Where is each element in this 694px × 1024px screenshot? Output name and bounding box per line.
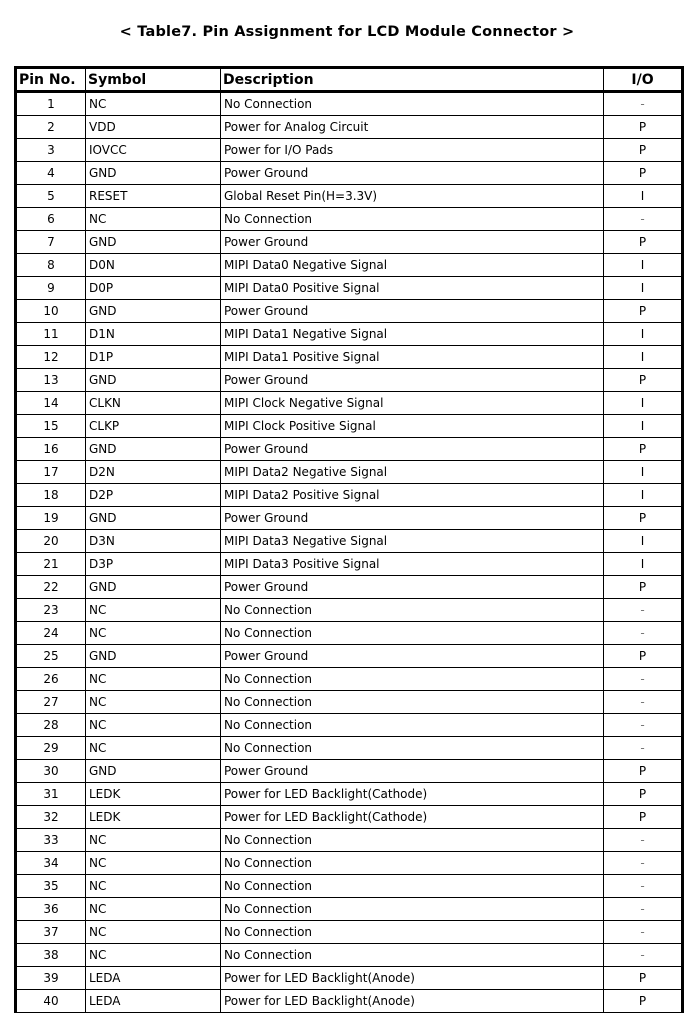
table-row xyxy=(16,576,683,599)
pin-number-cell: 34 xyxy=(16,852,86,875)
symbol-cell: NC xyxy=(86,208,221,231)
pin-number-cell: 4 xyxy=(16,162,86,185)
pin-number-cell: 6 xyxy=(16,208,86,231)
table-row xyxy=(16,461,683,484)
table-row xyxy=(16,507,683,530)
symbol-cell: D1P xyxy=(86,346,221,369)
description-cell: No Connection xyxy=(221,875,604,898)
symbol-cell: D2N xyxy=(86,461,221,484)
table-row xyxy=(16,737,683,760)
description-cell: No Connection xyxy=(221,622,604,645)
table-row xyxy=(16,622,683,645)
description-cell: No Connection xyxy=(221,898,604,921)
pin-number-cell: 21 xyxy=(16,553,86,576)
symbol-cell: LEDA xyxy=(86,967,221,990)
io-cell: - xyxy=(604,622,683,645)
table-row xyxy=(16,415,683,438)
symbol-cell: NC xyxy=(86,852,221,875)
description-cell: Power Ground xyxy=(221,760,604,783)
io-cell: - xyxy=(604,921,683,944)
io-cell: I xyxy=(604,530,683,553)
pin-number-cell: 16 xyxy=(16,438,86,461)
description-cell: Power for LED Backlight(Cathode) xyxy=(221,806,604,829)
symbol-cell: CLKN xyxy=(86,392,221,415)
header-io: I/O xyxy=(604,68,683,92)
pin-number-cell: 26 xyxy=(16,668,86,691)
pin-number-cell: 7 xyxy=(16,231,86,254)
description-cell: Power Ground xyxy=(221,645,604,668)
io-cell: P xyxy=(604,162,683,185)
io-cell: P xyxy=(604,783,683,806)
description-cell: Power for LED Backlight(Cathode) xyxy=(221,783,604,806)
table-row xyxy=(16,254,683,277)
table-row xyxy=(16,92,683,116)
table-row xyxy=(16,852,683,875)
symbol-cell: NC xyxy=(86,691,221,714)
io-cell: - xyxy=(604,898,683,921)
table-row xyxy=(16,714,683,737)
table-row xyxy=(16,530,683,553)
description-cell: No Connection xyxy=(221,92,604,116)
description-cell: Power Ground xyxy=(221,300,604,323)
description-cell: Power Ground xyxy=(221,576,604,599)
pin-number-cell: 17 xyxy=(16,461,86,484)
description-cell: Power Ground xyxy=(221,162,604,185)
io-cell: P xyxy=(604,806,683,829)
description-cell: No Connection xyxy=(221,599,604,622)
io-cell: P xyxy=(604,990,683,1013)
io-cell: - xyxy=(604,944,683,967)
io-cell: P xyxy=(604,139,683,162)
symbol-cell: RESET xyxy=(86,185,221,208)
symbol-cell: LEDK xyxy=(86,783,221,806)
table-row xyxy=(16,553,683,576)
symbol-cell: D3N xyxy=(86,530,221,553)
description-cell: Power Ground xyxy=(221,369,604,392)
io-cell: P xyxy=(604,369,683,392)
description-cell: MIPI Data0 Negative Signal xyxy=(221,254,604,277)
pin-number-cell: 12 xyxy=(16,346,86,369)
io-cell: - xyxy=(604,852,683,875)
pin-rows xyxy=(16,92,683,1013)
table-title: < Table7. Pin Assignment for LCD Module Connector > xyxy=(119,24,575,40)
io-cell: - xyxy=(604,599,683,622)
table-row xyxy=(16,185,683,208)
symbol-cell: CLKP xyxy=(86,415,221,438)
description-cell: Power for LED Backlight(Anode) xyxy=(221,967,604,990)
description-cell: Power Ground xyxy=(221,231,604,254)
description-cell: MIPI Data1 Positive Signal xyxy=(221,346,604,369)
description-cell: MIPI Data2 Positive Signal xyxy=(221,484,604,507)
pin-number-cell: 11 xyxy=(16,323,86,346)
symbol-cell: LEDA xyxy=(86,990,221,1013)
table-row xyxy=(16,139,683,162)
symbol-cell: NC xyxy=(86,898,221,921)
io-cell: P xyxy=(604,116,683,139)
description-cell: No Connection xyxy=(221,921,604,944)
io-cell: I xyxy=(604,185,683,208)
description-cell: Power Ground xyxy=(221,438,604,461)
pin-number-cell: 28 xyxy=(16,714,86,737)
pin-number-cell: 5 xyxy=(16,185,86,208)
table-row xyxy=(16,898,683,921)
pin-number-cell: 24 xyxy=(16,622,86,645)
symbol-cell: NC xyxy=(86,875,221,898)
pin-number-cell: 37 xyxy=(16,921,86,944)
symbol-cell: D0P xyxy=(86,277,221,300)
symbol-cell: D3P xyxy=(86,553,221,576)
io-cell: - xyxy=(604,875,683,898)
pin-number-cell: 38 xyxy=(16,944,86,967)
io-cell: P xyxy=(604,231,683,254)
table-row xyxy=(16,208,683,231)
io-cell: I xyxy=(604,277,683,300)
symbol-cell: NC xyxy=(86,921,221,944)
io-cell: I xyxy=(604,553,683,576)
io-cell: P xyxy=(604,760,683,783)
pin-number-cell: 27 xyxy=(16,691,86,714)
pin-number-cell: 29 xyxy=(16,737,86,760)
io-cell: P xyxy=(604,507,683,530)
io-cell: I xyxy=(604,346,683,369)
pin-number-cell: 9 xyxy=(16,277,86,300)
table-row xyxy=(16,231,683,254)
io-cell: P xyxy=(604,645,683,668)
io-cell: I xyxy=(604,323,683,346)
symbol-cell: NC xyxy=(86,829,221,852)
pin-number-cell: 40 xyxy=(16,990,86,1013)
table-row xyxy=(16,645,683,668)
header-description: Description xyxy=(221,68,604,92)
pin-number-cell: 2 xyxy=(16,116,86,139)
pin-number-cell: 22 xyxy=(16,576,86,599)
io-cell: I xyxy=(604,415,683,438)
table-row xyxy=(16,346,683,369)
description-cell: No Connection xyxy=(221,737,604,760)
description-cell: MIPI Clock Positive Signal xyxy=(221,415,604,438)
pin-number-cell: 13 xyxy=(16,369,86,392)
table-row xyxy=(16,300,683,323)
description-cell: MIPI Data0 Positive Signal xyxy=(221,277,604,300)
pin-number-cell: 31 xyxy=(16,783,86,806)
pin-number-cell: 20 xyxy=(16,530,86,553)
description-cell: No Connection xyxy=(221,944,604,967)
symbol-cell: GND xyxy=(86,507,221,530)
table-row xyxy=(16,783,683,806)
symbol-cell: LEDK xyxy=(86,806,221,829)
symbol-cell: GND xyxy=(86,231,221,254)
symbol-cell: D2P xyxy=(86,484,221,507)
table-row xyxy=(16,116,683,139)
description-cell: MIPI Data2 Negative Signal xyxy=(221,461,604,484)
table-row xyxy=(16,760,683,783)
description-cell: MIPI Data3 Positive Signal xyxy=(221,553,604,576)
symbol-cell: GND xyxy=(86,760,221,783)
io-cell: P xyxy=(604,576,683,599)
table-row xyxy=(16,921,683,944)
io-cell: - xyxy=(604,714,683,737)
table-row xyxy=(16,967,683,990)
pin-number-cell: 25 xyxy=(16,645,86,668)
table-row xyxy=(16,806,683,829)
description-cell: MIPI Data1 Negative Signal xyxy=(221,323,604,346)
io-cell: I xyxy=(604,484,683,507)
table-row xyxy=(16,369,683,392)
table-row xyxy=(16,599,683,622)
symbol-cell: IOVCC xyxy=(86,139,221,162)
description-cell: No Connection xyxy=(221,691,604,714)
table-row xyxy=(16,875,683,898)
table-row xyxy=(16,323,683,346)
table-row xyxy=(16,438,683,461)
pin-number-cell: 3 xyxy=(16,139,86,162)
io-cell: - xyxy=(604,737,683,760)
table-row xyxy=(16,484,683,507)
io-cell: I xyxy=(604,392,683,415)
io-cell: P xyxy=(604,967,683,990)
symbol-cell: NC xyxy=(86,714,221,737)
description-cell: MIPI Clock Negative Signal xyxy=(221,392,604,415)
io-cell: - xyxy=(604,691,683,714)
header-pin-no: Pin No. xyxy=(16,68,86,92)
description-cell: No Connection xyxy=(221,208,604,231)
pin-number-cell: 8 xyxy=(16,254,86,277)
description-cell: Power for Analog Circuit xyxy=(221,116,604,139)
pin-number-cell: 10 xyxy=(16,300,86,323)
symbol-cell: VDD xyxy=(86,116,221,139)
header-symbol: Symbol xyxy=(86,68,221,92)
description-cell: Power Ground xyxy=(221,507,604,530)
table-row xyxy=(16,162,683,185)
table-row xyxy=(16,392,683,415)
pin-number-cell: 39 xyxy=(16,967,86,990)
description-cell: No Connection xyxy=(221,714,604,737)
symbol-cell: GND xyxy=(86,162,221,185)
io-cell: I xyxy=(604,254,683,277)
table-row xyxy=(16,944,683,967)
pin-number-cell: 18 xyxy=(16,484,86,507)
pin-number-cell: 14 xyxy=(16,392,86,415)
description-cell: No Connection xyxy=(221,852,604,875)
pin-number-cell: 23 xyxy=(16,599,86,622)
pin-number-cell: 32 xyxy=(16,806,86,829)
table-row xyxy=(16,277,683,300)
table-row xyxy=(16,829,683,852)
io-cell: - xyxy=(604,92,683,116)
description-cell: No Connection xyxy=(221,668,604,691)
symbol-cell: NC xyxy=(86,944,221,967)
symbol-cell: D1N xyxy=(86,323,221,346)
symbol-cell: NC xyxy=(86,622,221,645)
symbol-cell: D0N xyxy=(86,254,221,277)
io-cell: - xyxy=(604,829,683,852)
symbol-cell: NC xyxy=(86,92,221,116)
symbol-cell: NC xyxy=(86,599,221,622)
symbol-cell: GND xyxy=(86,369,221,392)
symbol-cell: NC xyxy=(86,737,221,760)
pin-number-cell: 19 xyxy=(16,507,86,530)
io-cell: P xyxy=(604,300,683,323)
description-cell: Global Reset Pin(H=3.3V) xyxy=(221,185,604,208)
symbol-cell: GND xyxy=(86,645,221,668)
description-cell: Power for LED Backlight(Anode) xyxy=(221,990,604,1013)
symbol-cell: GND xyxy=(86,300,221,323)
description-cell: No Connection xyxy=(221,829,604,852)
description-cell: MIPI Data3 Negative Signal xyxy=(221,530,604,553)
pin-assignment-table xyxy=(14,66,684,1013)
pin-number-cell: 33 xyxy=(16,829,86,852)
pin-number-cell: 15 xyxy=(16,415,86,438)
description-cell: Power for I/O Pads xyxy=(221,139,604,162)
table-row xyxy=(16,691,683,714)
pin-number-cell: 30 xyxy=(16,760,86,783)
io-cell: - xyxy=(604,208,683,231)
io-cell: P xyxy=(604,438,683,461)
pin-number-cell: 35 xyxy=(16,875,86,898)
symbol-cell: NC xyxy=(86,668,221,691)
symbol-cell: GND xyxy=(86,576,221,599)
header-row xyxy=(16,68,683,92)
io-cell: - xyxy=(604,668,683,691)
table-row xyxy=(16,990,683,1013)
table-row xyxy=(16,668,683,691)
pin-number-cell: 1 xyxy=(16,92,86,116)
symbol-cell: GND xyxy=(86,438,221,461)
pin-number-cell: 36 xyxy=(16,898,86,921)
io-cell: I xyxy=(604,461,683,484)
